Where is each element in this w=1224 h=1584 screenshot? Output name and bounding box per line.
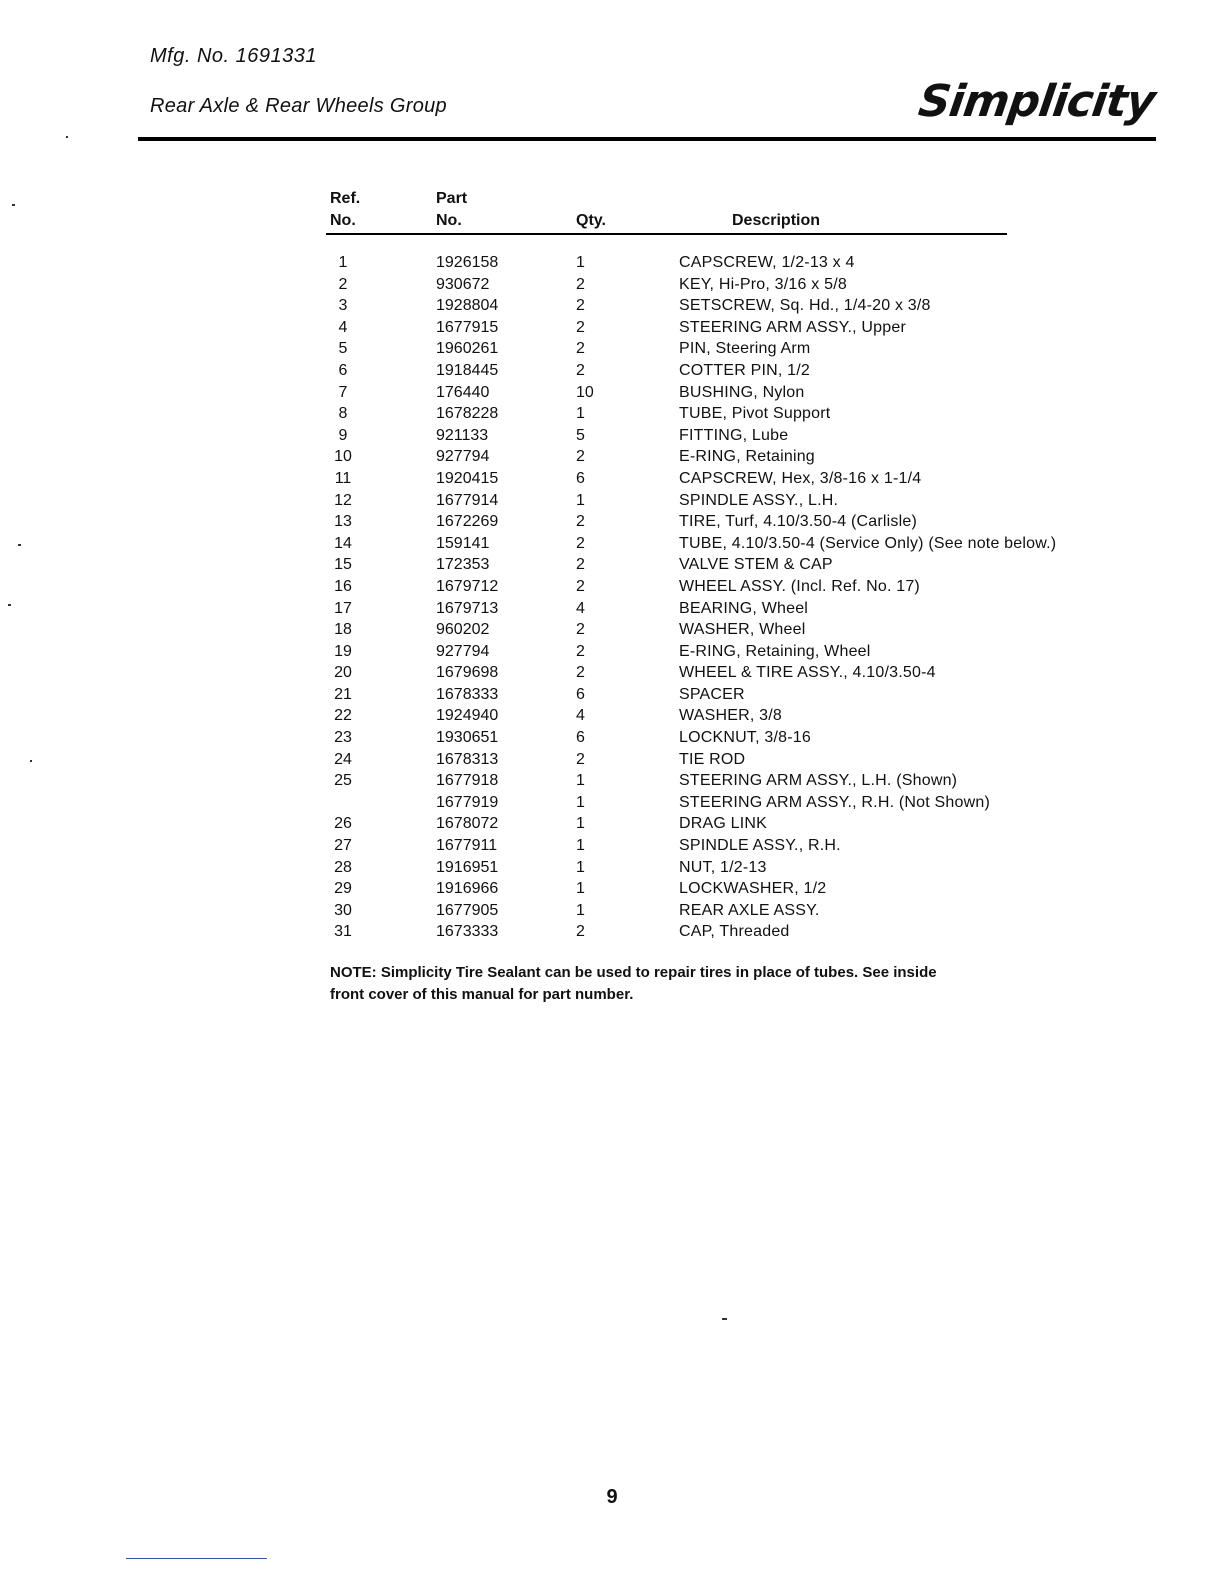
ref-cell: 4 bbox=[338, 318, 348, 336]
ref-cell: 8 bbox=[338, 405, 348, 423]
scan-speck bbox=[66, 136, 68, 138]
table-row bbox=[0, 382, 1224, 404]
part-number-cell: 1677919 bbox=[436, 793, 499, 811]
col-head-ref bbox=[330, 188, 360, 232]
ref-cell: 21 bbox=[334, 685, 352, 703]
table-row bbox=[0, 533, 1224, 555]
part-number-cell: 1918445 bbox=[436, 361, 499, 379]
description-cell: E-RING, Retaining, Wheel bbox=[679, 642, 871, 660]
description-cell: STEERING ARM ASSY., L.H. (Shown) bbox=[679, 772, 958, 790]
ref-cell: 29 bbox=[334, 880, 352, 898]
ref-cell: 14 bbox=[334, 534, 352, 552]
qty-cell: 2 bbox=[576, 513, 585, 531]
qty-cell: 6 bbox=[576, 685, 585, 703]
qty-cell: 2 bbox=[576, 642, 585, 660]
table-row bbox=[0, 770, 1224, 792]
qty-cell: 2 bbox=[576, 340, 585, 358]
part-number-cell: 1678228 bbox=[436, 405, 499, 423]
qty-cell: 1 bbox=[576, 772, 585, 790]
description-cell: CAPSCREW, Hex, 3/8-16 x 1-1/4 bbox=[679, 469, 922, 487]
part-number-cell: 1916951 bbox=[436, 858, 499, 876]
part-number-cell: 1677905 bbox=[436, 901, 499, 919]
col-head-description: Description bbox=[732, 212, 821, 229]
part-number-cell: 1679712 bbox=[436, 577, 499, 595]
ref-cell: 1 bbox=[338, 254, 348, 271]
description-cell: DRAG LINK bbox=[679, 815, 768, 833]
scan-speck bbox=[12, 204, 15, 206]
part-number-cell: 1672269 bbox=[436, 513, 499, 531]
header-rule bbox=[138, 137, 1156, 141]
ref-cell: 11 bbox=[334, 469, 352, 487]
qty-cell: 1 bbox=[576, 815, 585, 833]
table-row bbox=[0, 576, 1224, 598]
table-row bbox=[0, 598, 1224, 620]
part-number-cell: 927794 bbox=[436, 642, 490, 660]
qty-cell: 2 bbox=[576, 534, 585, 552]
table-row bbox=[0, 403, 1224, 425]
ref-cell: 17 bbox=[334, 599, 352, 617]
qty-cell: 1 bbox=[576, 858, 585, 876]
ref-cell: 7 bbox=[338, 383, 348, 401]
table-row bbox=[0, 295, 1224, 317]
part-number-cell: 1928804 bbox=[436, 297, 499, 315]
ref-cell: 27 bbox=[334, 837, 352, 855]
table-row bbox=[0, 317, 1224, 339]
qty-cell: 2 bbox=[576, 318, 585, 336]
description-cell: TUBE, Pivot Support bbox=[679, 405, 831, 423]
description-cell: BEARING, Wheel bbox=[679, 599, 809, 617]
ref-cell: 28 bbox=[334, 858, 352, 876]
table-row bbox=[0, 252, 1224, 274]
part-number-cell: 1679698 bbox=[436, 664, 499, 682]
ref-cell: 10 bbox=[334, 448, 352, 466]
table-header-rule bbox=[326, 233, 1007, 235]
page-number: 9 bbox=[606, 1486, 618, 1508]
description-cell: CAPSCREW, 1/2-13 x 4 bbox=[679, 254, 855, 271]
part-number-cell: 172353 bbox=[436, 556, 490, 574]
description-cell: NUT, 1/2-13 bbox=[679, 858, 767, 876]
table-row bbox=[0, 338, 1224, 360]
scan-speck bbox=[30, 760, 32, 762]
part-number-cell: 1930651 bbox=[436, 729, 499, 747]
description-cell: STEERING ARM ASSY., Upper bbox=[679, 318, 907, 336]
table-row bbox=[0, 684, 1224, 706]
qty-cell: 2 bbox=[576, 664, 585, 682]
ref-cell: 25 bbox=[334, 772, 352, 790]
part-number-cell: 921133 bbox=[436, 426, 489, 444]
qty-cell: 2 bbox=[576, 577, 585, 595]
qty-cell: 6 bbox=[576, 469, 585, 487]
part-number-cell: 1677914 bbox=[436, 491, 499, 509]
table-row bbox=[0, 619, 1224, 641]
description-cell: PIN, Steering Arm bbox=[679, 340, 811, 358]
description-cell: CAP, Threaded bbox=[679, 923, 790, 941]
table-row bbox=[0, 878, 1224, 900]
col-head-qty: Qty. bbox=[576, 212, 606, 229]
col-head-ref-line2: No. bbox=[330, 212, 356, 229]
table-row bbox=[0, 490, 1224, 512]
table-row bbox=[0, 511, 1224, 533]
qty-cell: 1 bbox=[576, 491, 585, 509]
part-number-cell: 960202 bbox=[436, 621, 490, 639]
col-head-ref-line1: Ref. bbox=[330, 190, 361, 207]
part-number-cell: 1679713 bbox=[436, 599, 499, 617]
qty-cell: 10 bbox=[576, 383, 594, 401]
part-number-cell: 176440 bbox=[436, 383, 490, 401]
description-cell: FITTING, Lube bbox=[679, 426, 789, 444]
description-cell: KEY, Hi-Pro, 3/16 x 5/8 bbox=[679, 275, 847, 293]
ref-cell: 3 bbox=[338, 297, 348, 315]
table-row bbox=[0, 813, 1224, 835]
qty-cell: 4 bbox=[576, 707, 585, 725]
table-row bbox=[0, 274, 1224, 296]
description-cell: SETSCREW, Sq. Hd., 1/4-20 x 3/8 bbox=[679, 297, 931, 315]
table-row bbox=[0, 921, 1224, 943]
ref-cell: 15 bbox=[334, 556, 352, 574]
sealant-note bbox=[330, 962, 1030, 1006]
col-head-part-line1: Part bbox=[436, 190, 468, 207]
part-number-cell: 1677915 bbox=[436, 318, 499, 336]
description-cell: COTTER PIN, 1/2 bbox=[679, 361, 811, 379]
table-row bbox=[0, 900, 1224, 922]
table-row bbox=[0, 641, 1224, 663]
part-number-cell: 1916966 bbox=[436, 880, 499, 898]
table-row bbox=[0, 425, 1224, 447]
part-number-cell: 159141 bbox=[436, 534, 490, 552]
qty-cell: 2 bbox=[576, 556, 585, 574]
ref-cell: 9 bbox=[338, 426, 348, 444]
ref-cell: 5 bbox=[338, 340, 348, 358]
scan-speck bbox=[18, 544, 21, 546]
description-cell: WHEEL ASSY. (Incl. Ref. No. 17) bbox=[679, 577, 920, 595]
qty-cell: 6 bbox=[576, 729, 585, 747]
description-cell: TIRE, Turf, 4.10/3.50-4 (Carlisle) bbox=[679, 513, 917, 531]
qty-cell: 2 bbox=[576, 448, 585, 466]
part-number-cell: 1678313 bbox=[436, 750, 499, 768]
qty-cell: 1 bbox=[576, 837, 585, 855]
table-row bbox=[0, 705, 1224, 727]
description-cell: WASHER, Wheel bbox=[679, 621, 806, 639]
qty-cell: 2 bbox=[576, 923, 585, 941]
qty-cell: 1 bbox=[576, 405, 585, 423]
col-head-part bbox=[436, 188, 467, 232]
table-row bbox=[0, 446, 1224, 468]
ref-cell: 2 bbox=[338, 275, 348, 293]
ref-cell: 30 bbox=[334, 901, 352, 919]
part-number-cell: 1920415 bbox=[436, 469, 499, 487]
description-cell: WHEEL & TIRE ASSY., 4.10/3.50-4 bbox=[679, 664, 936, 682]
part-number-cell: 1678072 bbox=[436, 815, 499, 833]
table-row bbox=[0, 857, 1224, 879]
description-cell: REAR AXLE ASSY. bbox=[679, 901, 820, 919]
qty-cell: 2 bbox=[576, 621, 585, 639]
ref-cell: 22 bbox=[334, 707, 352, 725]
qty-cell: 2 bbox=[576, 750, 585, 768]
table-row bbox=[0, 468, 1224, 490]
ref-cell: 18 bbox=[334, 621, 352, 639]
description-cell: E-RING, Retaining bbox=[679, 448, 815, 466]
part-number-cell: 1677918 bbox=[436, 772, 499, 790]
ref-cell: 24 bbox=[334, 750, 352, 768]
description-cell: SPINDLE ASSY., L.H. bbox=[679, 491, 839, 509]
part-number-cell: 1673333 bbox=[436, 923, 499, 941]
ref-cell: 23 bbox=[334, 729, 352, 747]
description-cell: TIE ROD bbox=[679, 750, 746, 768]
description-cell: SPINDLE ASSY., R.H. bbox=[679, 837, 841, 855]
qty-cell: 2 bbox=[576, 361, 585, 379]
description-cell: STEERING ARM ASSY., R.H. (Not Shown) bbox=[679, 793, 990, 811]
qty-cell: 1 bbox=[576, 880, 585, 898]
parts-table bbox=[0, 252, 1224, 943]
scan-speck bbox=[8, 604, 11, 606]
mfg-number: Mfg. No. 1691331 bbox=[150, 45, 317, 67]
qty-cell: 1 bbox=[576, 901, 585, 919]
table-row bbox=[0, 835, 1224, 857]
qty-cell: 4 bbox=[576, 599, 585, 617]
brand-logo: Simplicity bbox=[915, 76, 1158, 127]
part-number-cell: 1924940 bbox=[436, 707, 499, 725]
col-head-part-line2: No. bbox=[436, 212, 462, 229]
table-row bbox=[0, 554, 1224, 576]
ref-cell: 6 bbox=[338, 361, 348, 379]
qty-cell: 1 bbox=[576, 254, 585, 271]
sealant-note-line1: NOTE: Simplicity Tire Sealant can be used to repair tires in place of tubes. See inside bbox=[330, 964, 937, 981]
qty-cell: 5 bbox=[576, 426, 585, 444]
bottom-rule bbox=[126, 1558, 267, 1559]
table-row bbox=[0, 662, 1224, 684]
description-cell: LOCKWASHER, 1/2 bbox=[679, 880, 827, 898]
description-cell: VALVE STEM & CAP bbox=[679, 556, 833, 574]
ref-cell: 31 bbox=[334, 923, 352, 941]
part-number-cell: 1926158 bbox=[436, 254, 499, 271]
description-cell: BUSHING, Nylon bbox=[679, 383, 805, 401]
qty-cell: 2 bbox=[576, 297, 585, 315]
qty-cell: 1 bbox=[576, 793, 585, 811]
ref-cell: 20 bbox=[334, 664, 352, 682]
part-number-cell: 930672 bbox=[436, 275, 490, 293]
description-cell: SPACER bbox=[679, 685, 745, 703]
part-number-cell: 1678333 bbox=[436, 685, 499, 703]
part-number-cell: 927794 bbox=[436, 448, 490, 466]
ref-cell: 26 bbox=[334, 815, 352, 833]
part-number-cell: 1677911 bbox=[436, 837, 498, 855]
description-cell: TUBE, 4.10/3.50-4 (Service Only) (See note below.) bbox=[679, 534, 1057, 552]
sealant-note-line2: front cover of this manual for part number. bbox=[330, 986, 634, 1003]
ref-cell: 19 bbox=[334, 642, 352, 660]
part-number-cell: 1960261 bbox=[436, 340, 499, 358]
table-row bbox=[0, 792, 1224, 814]
ref-cell: 16 bbox=[334, 577, 352, 595]
table-row bbox=[0, 727, 1224, 749]
qty-cell: 2 bbox=[576, 275, 585, 293]
ref-cell: 13 bbox=[334, 513, 352, 531]
scan-speck bbox=[722, 1318, 727, 1320]
description-cell: WASHER, 3/8 bbox=[679, 707, 782, 725]
table-row bbox=[0, 360, 1224, 382]
ref-cell: 12 bbox=[334, 491, 352, 509]
group-title: Rear Axle & Rear Wheels Group bbox=[150, 95, 447, 117]
table-row bbox=[0, 749, 1224, 771]
description-cell: LOCKNUT, 3/8-16 bbox=[679, 729, 811, 747]
